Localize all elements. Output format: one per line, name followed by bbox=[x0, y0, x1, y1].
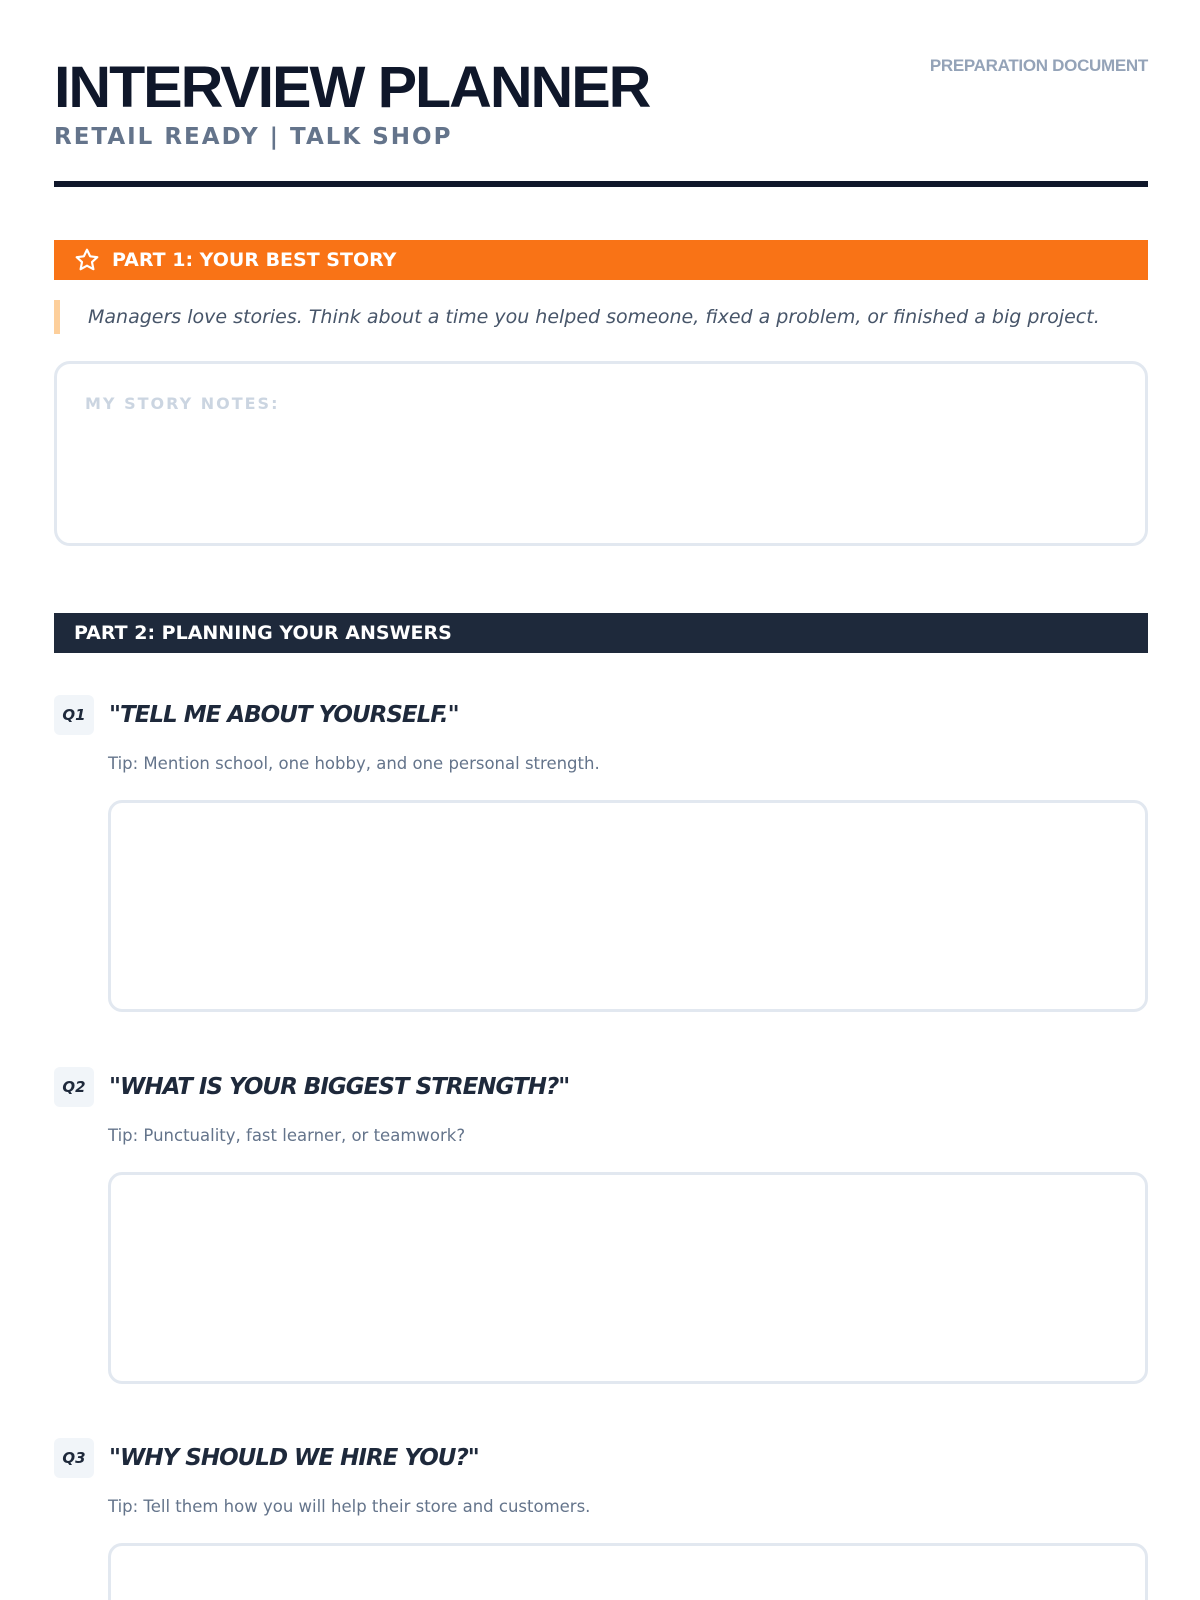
page-title: INTERVIEW PLANNER bbox=[54, 55, 650, 120]
answer-box[interactable] bbox=[108, 1543, 1148, 1600]
answer-box[interactable] bbox=[108, 800, 1148, 1012]
question-number-badge: Q1 bbox=[54, 695, 94, 735]
part1-intro: Managers love stories. Think about a time you helped someone, fixed a problem, or finished a big project. bbox=[54, 300, 1148, 334]
planner-page bbox=[54, 0, 1148, 1516]
story-notes-box[interactable] bbox=[54, 361, 1148, 546]
story-notes-label: MY STORY NOTES: bbox=[85, 394, 280, 413]
document-type-label: PREPARATION DOCUMENT bbox=[929, 56, 1148, 75]
answer-box[interactable] bbox=[108, 1172, 1148, 1384]
page-subtitle: RETAIL READY | TALK SHOP bbox=[54, 124, 453, 150]
part1-heading-bar bbox=[54, 240, 1148, 280]
question-text: "WHAT IS YOUR BIGGEST STRENGTH?" bbox=[109, 1074, 570, 1100]
star-icon bbox=[74, 247, 100, 273]
question-number-badge: Q2 bbox=[54, 1067, 94, 1107]
part2-heading: PART 2: PLANNING YOUR ANSWERS bbox=[74, 622, 452, 644]
question-text: "WHY SHOULD WE HIRE YOU?" bbox=[109, 1445, 479, 1471]
question-tip: Tip: Tell them how you will help their store and customers. bbox=[108, 1497, 591, 1516]
question-number-badge: Q3 bbox=[54, 1438, 94, 1478]
part1-heading: PART 1: YOUR BEST STORY bbox=[112, 249, 397, 271]
part2-heading-bar bbox=[54, 613, 1148, 653]
question-tip: Tip: Punctuality, fast learner, or teamwork? bbox=[108, 1126, 466, 1145]
question-text: "TELL ME ABOUT YOURSELF." bbox=[109, 702, 459, 728]
question-tip: Tip: Mention school, one hobby, and one personal strength. bbox=[108, 754, 600, 773]
header bbox=[54, 0, 1148, 187]
